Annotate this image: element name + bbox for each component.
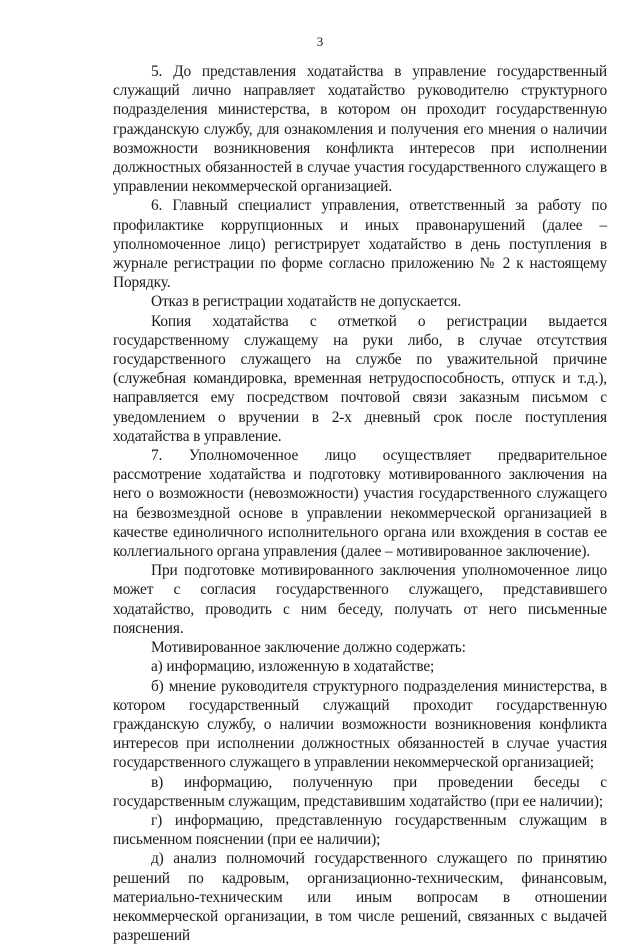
paragraph-item-7: 7. Уполномоченное лицо осуществляет предварительное рассмотрение ходатайства и подготовку мотивированного заключения на него о возможности (невозможности) участия государственного служащего на безвозмездной основе в управлении некоммерческой организацией в качестве единоличного исполнительного органа или вхождения в состав ее коллегиального органа управления (далее – мотивированное заключение).	[113, 447, 607, 561]
document-body	[113, 62, 607, 945]
list-item-d: д) анализ полномочий государственного служащего по принятию решений по кадровым, организационно-техническим, финансовым, материально-техническим или иным вопросам в отношении некоммерческой организации, в том числе решений, связанных с выдачей разрешений	[113, 850, 607, 945]
list-item-b: б) мнение руководителя структурного подразделения министерства, в котором государственный служащий проходит государственную гражданскую службу, о наличии возможности возникновения конфликта интересов при исполнении должностных обязанностей в случае участия государственного служащего в управлении некоммерческой организацией;	[113, 677, 607, 772]
list-item-v: в) информацию, полученную при проведении беседы с государственным служащим, представившим ходатайство (при ее наличии);	[113, 773, 607, 810]
paragraph-registration-refusal: Отказ в регистрации ходатайств не допускается.	[151, 293, 462, 311]
list-item-a: а) информацию, изложенную в ходатайстве;	[151, 658, 435, 676]
paragraph-item-5: 5. До представления ходатайства в управление государственный служащий лично направляет ходатайство руководителю структурного подразделения министерства, в котором он проходит государственную гражданскую службу, для ознакомления и получения его мнения о наличии возможности возникновения конфликта интересов при исполнении должностных обязанностей в случае участия государственного служащего в управлении некоммерческой организацией.	[113, 63, 607, 196]
paragraph-item-6: 6. Главный специалист управления, ответственный за работу по профилактике коррупционных и иных правонарушений (далее – уполномоченное лицо) регистрирует ходатайство в день поступления в журнале регистрации по форме согласно приложению № 2 к настоящему Порядку.	[113, 197, 607, 292]
list-item-g: г) информацию, представленную государственным служащим в письменном пояснении (при ее наличии);	[113, 811, 607, 849]
page-number: 3	[316, 34, 324, 49]
paragraph-conclusion-preparation: При подготовке мотивированного заключения уполномоченное лицо может с согласия государственного служащего, представившего ходатайство, проводить с ним беседу, получать от него письменные пояснения.	[113, 562, 607, 637]
paragraph-copy-issuance: Копия ходатайства с отметкой о регистрации выдается государственному служащему на руки либо, в случае отсутствия государственного служащего на службе по уважительной причине (служебная командировка, временная нетрудоспособность, отпуск и т.д.), направляется ему посредством почтовой связи заказным письмом с уведомлением о вручении в 2-х дневный срок после поступления ходатайства в управление.	[113, 312, 607, 445]
paragraph-conclusion-contents: Мотивированное заключение должно содержать:	[151, 639, 466, 657]
